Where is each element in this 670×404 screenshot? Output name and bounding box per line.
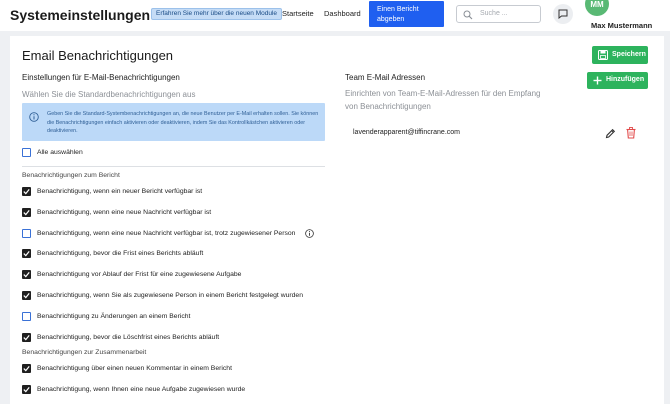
- select-all-checkbox[interactable]: [22, 148, 142, 160]
- checkbox-checked[interactable]: [22, 249, 31, 258]
- notification-row[interactable]: [22, 249, 325, 261]
- notification-label: Benachrichtigung über einen neuen Kommentar in einem Bericht: [37, 365, 232, 372]
- checkbox-checked[interactable]: [22, 333, 31, 342]
- notification-row[interactable]: [22, 312, 325, 324]
- divider: [22, 166, 325, 167]
- notification-label: Benachrichtigung, wenn Ihnen eine neue Aufgabe zugewiesen wurde: [37, 385, 246, 393]
- notification-row[interactable]: [22, 385, 325, 397]
- checkbox[interactable]: [22, 148, 31, 157]
- promo-badge[interactable]: Erfahren Sie mehr über die neuen Module: [151, 8, 282, 20]
- save-label: Speichern: [612, 51, 646, 58]
- check-icon: [23, 365, 30, 372]
- check-icon: [23, 209, 30, 216]
- check-icon: [23, 386, 30, 393]
- notification-row[interactable]: [22, 270, 325, 282]
- info-text: Geben Sie die Standard-Systembenachrichtigungen an, die neue Benutzer per E-Mail erhalten sollen. Sie können die Benachrichtigungen einfach aktivieren oder deaktivieren, indem Sie das Kontrollkästchen aktivieren oder deaktivieren.: [47, 111, 319, 134]
- checkbox-unchecked[interactable]: [22, 312, 31, 321]
- save-icon: [598, 50, 608, 60]
- notification-label: Benachrichtigung, wenn eine neue Nachricht verfügbar ist: [37, 208, 212, 216]
- checkbox-checked[interactable]: [22, 364, 31, 373]
- notification-label: Benachrichtigung vor Ablauf der Frist für eine zugewiesene Aufgabe: [37, 271, 242, 279]
- notification-label: Benachrichtigung, wenn eine neue Nachricht verfügbar ist, trotz zugewiesener Person: [37, 229, 296, 237]
- check-icon: [23, 271, 30, 278]
- checkbox-checked[interactable]: [22, 291, 31, 300]
- info-icon: [29, 112, 39, 122]
- checkbox-unchecked[interactable]: [22, 229, 31, 238]
- notification-label: Benachrichtigung, bevor die Frist eines Berichts abläuft: [37, 250, 204, 258]
- check-icon: [23, 250, 30, 257]
- messages-button[interactable]: [553, 4, 573, 24]
- nav-dashboard[interactable]: Dashboard: [324, 9, 361, 18]
- add-label: Hinzufügen: [606, 76, 645, 83]
- notification-row[interactable]: [22, 291, 325, 303]
- chat-icon: [558, 9, 568, 19]
- info-icon[interactable]: [305, 229, 314, 238]
- delete-icon[interactable]: [626, 127, 636, 139]
- notification-row[interactable]: [22, 187, 325, 199]
- team-email-address: lavenderapparent@tiffincrane.com: [353, 129, 460, 136]
- notification-label: Benachrichtigung, bevor die Löschfrist eines Berichts abläuft: [37, 333, 220, 341]
- add-email-button[interactable]: [587, 72, 648, 89]
- user-name[interactable]: Max Mustermann: [591, 21, 653, 30]
- info-box: [22, 103, 325, 141]
- checkbox-checked[interactable]: [22, 385, 31, 394]
- nav-startseite[interactable]: Startseite: [282, 9, 314, 18]
- check-icon: [23, 334, 30, 341]
- check-icon: [23, 292, 30, 299]
- page-title: Email Benachrichtigungen: [22, 48, 174, 63]
- avatar[interactable]: MM: [585, 0, 609, 16]
- search-input[interactable]: [456, 5, 541, 23]
- checkbox-checked[interactable]: [22, 187, 31, 196]
- email-settings-title: Einstellungen für E-Mail-Benachrichtigungen: [22, 73, 180, 82]
- notification-label: Benachrichtigung, wenn ein neuer Bericht verfügbar ist: [37, 188, 203, 195]
- checkbox-checked[interactable]: [22, 270, 31, 279]
- app-title: Systemeinstellungen: [10, 7, 151, 23]
- team-emails-subtitle: Einrichten von Team-E-Mail-Adressen für den Empfang von Benachrichtigungen: [345, 89, 541, 111]
- notification-row[interactable]: [22, 364, 325, 376]
- select-all-label: Alle auswählen: [37, 149, 83, 156]
- submit-report-button[interactable]: Einen Bericht abgeben: [369, 1, 444, 27]
- notification-row[interactable]: [22, 333, 325, 345]
- group-label-collab: Benachrichtigungen zur Zusammenarbeit: [22, 349, 147, 356]
- notification-row[interactable]: [22, 229, 325, 241]
- search-placeholder: Suche ...: [480, 10, 508, 17]
- notification-label: Benachrichtigung, wenn Sie als zugewiesene Person in einem Bericht festgelegt wurden: [37, 292, 303, 299]
- team-emails-title: Team E-Mail Adressen: [345, 73, 426, 82]
- edit-icon[interactable]: [605, 128, 616, 139]
- notification-label: Benachrichtigung zu Änderungen an einem Bericht: [37, 312, 191, 320]
- checkbox-checked[interactable]: [22, 208, 31, 217]
- notification-row[interactable]: [22, 208, 325, 220]
- group-label-report: Benachrichtigungen zum Bericht: [22, 172, 120, 179]
- plus-icon: [593, 76, 602, 85]
- check-icon: [23, 188, 30, 195]
- email-settings-subtitle: Wählen Sie die Standardbenachrichtigungen aus: [22, 90, 196, 99]
- search-icon: [463, 10, 473, 20]
- save-button[interactable]: [592, 46, 648, 64]
